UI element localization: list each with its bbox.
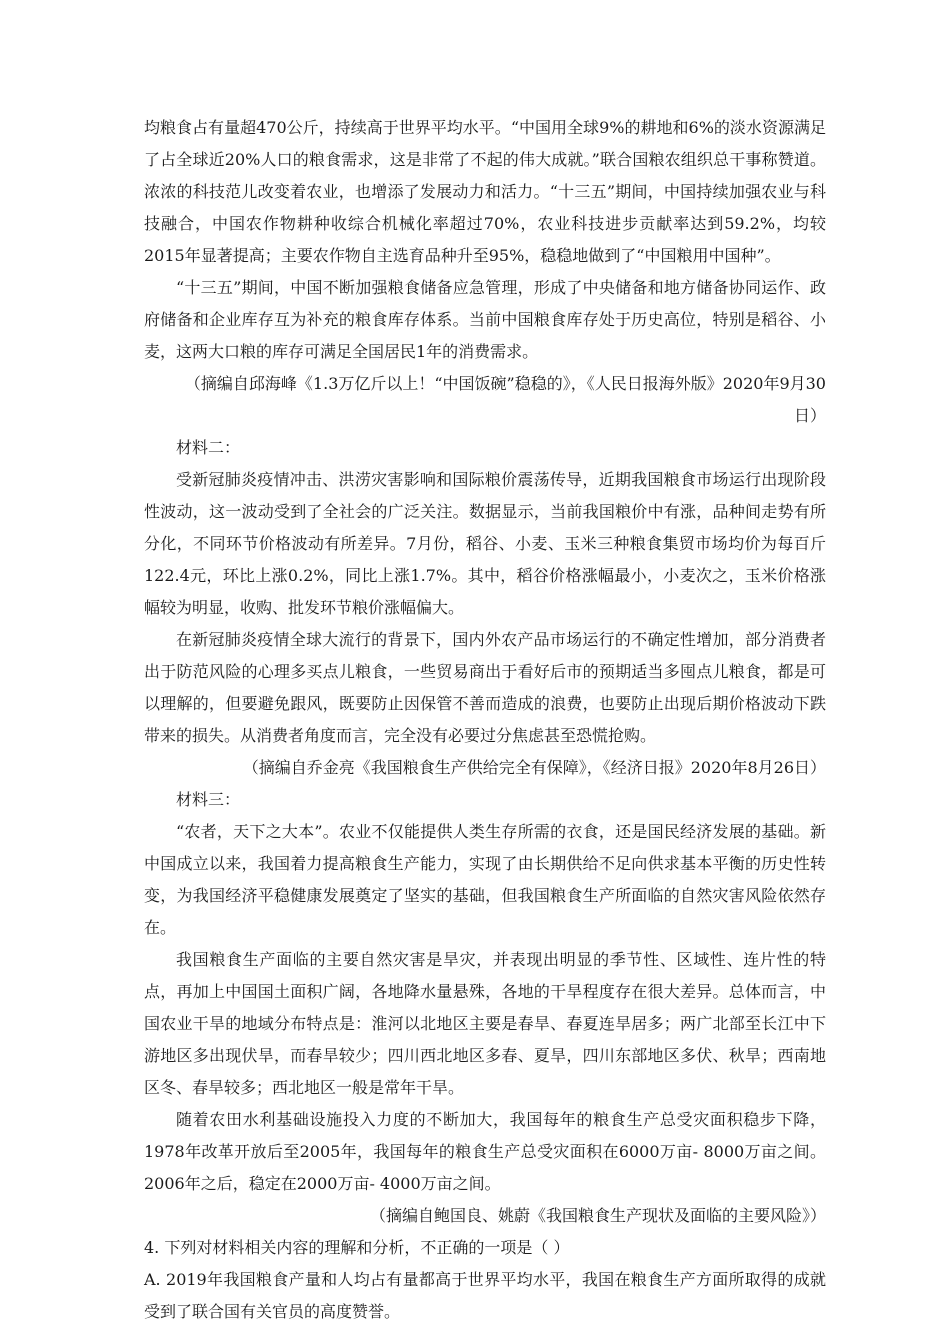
material3-para2: 我国粮食生产面临的主要自然灾害是旱灾，并表现出明显的季节性、区域性、连片性的特点，再加上中国国土面积广阔，各地降水量悬殊，各地的干旱程度存在很大差异。总体而言，中国农业干旱的地域分布特点是：淮河以北地区主要是春旱、春夏连旱居多；两广北部至长江中下游地区多出现伏旱，而春旱较少；四川西北地区多春、夏旱，四川东部地区多伏、秋旱；西南地区冬、春旱较多；西北地区一般是常年干旱。 [144, 950, 826, 1097]
material2-heading: 材料二： [176, 438, 241, 457]
material3-para1: “农者，天下之大本”。农业不仅能提供人类生存所需的衣食，还是国民经济发展的基础。新中国成立以来，我国着力提高粮食生产能力，实现了由长期供给不足向供求基本平衡的历史性转变，为我国经济平稳健康发展奠定了坚实的基础，但我国粮食生产所面临的自然灾害风险依然存在。 [144, 822, 826, 937]
material2-source: （摘编自乔金亮《我国粮食生产供给完全有保障》，《经济日报》2020年8月26日） [242, 758, 826, 777]
material1-para2: “十三五”期间，中国不断加强粮食储备应急管理，形成了中央储备和地方储备协同运作、政府储备和企业库存互为补充的粮食库存体系。当前中国粮食库存处于历史高位，特别是稻谷、小麦，这两大口粮的库存可满足全国居民1年的消费需求。 [144, 278, 826, 361]
question-stem: 4. 下列对材料相关内容的理解和分析，不正确的一项是（ ） [144, 1238, 570, 1257]
material1-para-cont: 均粮食占有量超470公斤，持续高于世界平均水平。“中国用全球9%的耕地和6%的淡水资源满足了占全球近20%人口的粮食需求，这是非常了不起的伟大成就。”联合国粮农组织总干事称赞道。浓浓的科技范儿改变着农业，也增添了发展动力和活力。“十三五”期间，中国持续加强农业与科技融合，中国农作物耕种收综合机械化率超过70%，农业科技进步贡献率达到59.2%，均较2015年显著提高；主要农作物自主选育品种升至95%，稳稳地做到了“中国粮用中国种”。 [144, 118, 826, 265]
material3-source: （摘编自鲍国良、姚蔚《我国粮食生产现状及面临的主要风险》） [369, 1206, 826, 1225]
question-option-a: A. 2019年我国粮食产量和人均占有量都高于世界平均水平，我国在粮食生产方面所取得的成就受到了联合国有关官员的高度赞誉。 [144, 1270, 826, 1321]
material2-para2: 在新冠肺炎疫情全球大流行的背景下，国内外农产品市场运行的不确定性增加，部分消费者出于防范风险的心理多买点儿粮食，一些贸易商出于看好后市的预期适当多囤点儿粮食，都是可以理解的，但要避免跟风，既要防止因保管不善而造成的浪费，也要防止出现后期价格波动下跌带来的损失。从消费者角度而言，完全没有必要过分焦虑甚至恐慌抢购。 [144, 630, 826, 745]
material2-para1: 受新冠肺炎疫情冲击、洪涝灾害影响和国际粮价震荡传导，近期我国粮食市场运行出现阶段性波动，这一波动受到了全社会的广泛关注。数据显示，当前我国粮价中有涨，品种间走势有所分化，不同环节价格波动有所差异。7月份，稻谷、小麦、玉米三种粮食集贸市场均价为每百斤122.4元，环比上涨0.2%，同比上涨1.7%。其中，稻谷价格涨幅最小，小麦次之，玉米价格涨幅较为明显，收购、批发环节粮价涨幅偏大。 [144, 470, 826, 617]
material3-para3: 随着农田水利基础设施投入力度的不断加大，我国每年的粮食生产总受灾面积稳步下降，1978年改革开放后至2005年，我国每年的粮食生产总受灾面积在6000万亩- 8000万亩之间。2006年之后，稳定在2000万亩- 4000万亩之间。 [144, 1110, 826, 1193]
material1-source: （摘编自邱海峰《1.3万亿斤以上！“中国饭碗”稳稳的》，《人民日报海外版》2020年9月30日） [184, 374, 826, 425]
material3-heading: 材料三： [176, 790, 241, 809]
